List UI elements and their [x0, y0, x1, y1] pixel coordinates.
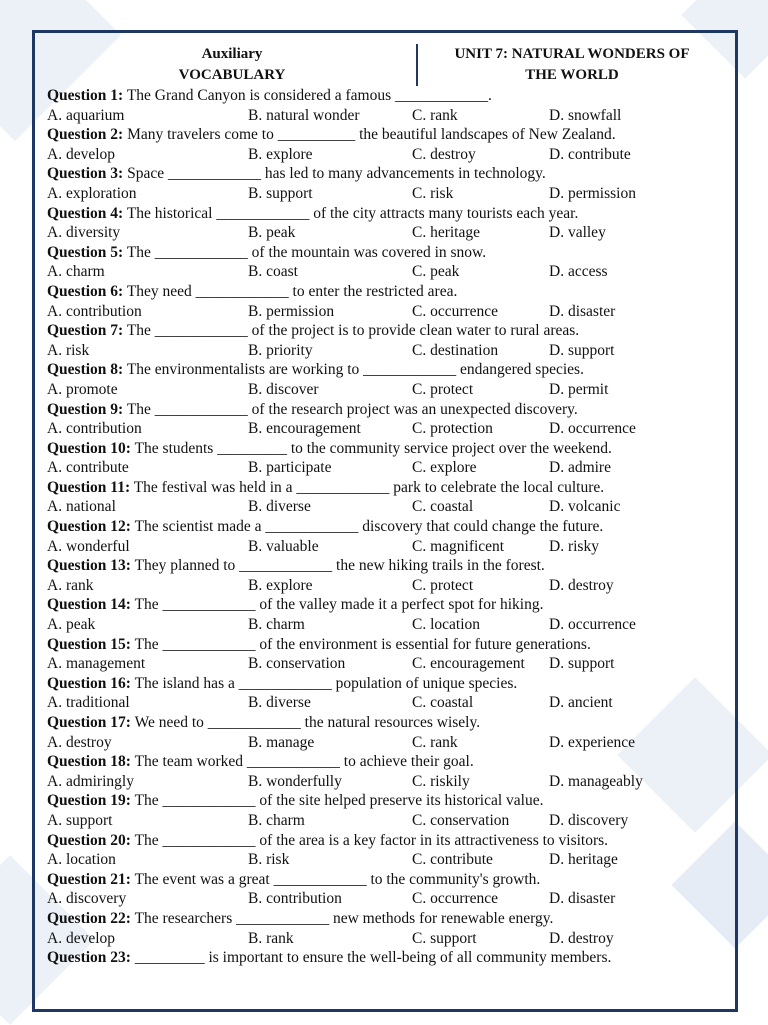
- question-number: Question 17:: [47, 714, 131, 731]
- question-number: Question 18:: [47, 753, 131, 771]
- answer-option-a: A. support: [47, 811, 113, 829]
- question-text: The researchers ____________ new methods for renewable energy.: [130, 909, 554, 927]
- question-number: Question 19:: [47, 792, 131, 810]
- answer-option-b: B. discover: [248, 380, 319, 398]
- answer-option-b: B. natural wonder: [248, 106, 360, 124]
- answer-option-a: A. contribute: [47, 459, 129, 477]
- question-number: Question 16:: [47, 674, 131, 692]
- question-text: Space ____________ has led to many advancements in technology.: [123, 165, 546, 183]
- answer-option-d: D. permit: [549, 380, 609, 398]
- answer-option-d: D. occurrence: [549, 616, 636, 634]
- answer-option-a: A. admiringly: [47, 772, 134, 790]
- question-text: They planned to ____________ the new hiking trails in the forest.: [130, 557, 545, 575]
- question-item: [47, 125, 727, 164]
- answer-option-b: B. priority: [248, 341, 313, 359]
- answer-options: [47, 576, 727, 596]
- question-text: The students _________ to the community service project over the weekend.: [130, 439, 612, 457]
- question-item: [47, 595, 727, 634]
- question-text: The environmentalists are working to ____________ endangered species.: [123, 361, 584, 379]
- answer-option-a: A. wonderful: [47, 537, 130, 555]
- question-stem: [47, 282, 727, 302]
- header-divider: [416, 44, 418, 86]
- answer-option-c: C. location: [412, 616, 481, 634]
- question-number: Question 13:: [47, 557, 131, 575]
- answer-option-d: D. support: [549, 341, 615, 359]
- answer-option-b: B. support: [248, 184, 313, 202]
- question-text: _________ is important to ensure the well-being of all community members.: [130, 949, 612, 967]
- answer-option-b: B. charm: [248, 811, 305, 829]
- question-text: We need to ____________ the natural resources wisely.: [130, 714, 481, 731]
- question-text: Many travelers come to __________ the beautiful landscapes of New Zealand.: [123, 126, 616, 144]
- question-item: [47, 870, 727, 909]
- answer-option-a: A. peak: [47, 616, 96, 634]
- question-text: The Grand Canyon is considered a famous ____________.: [123, 87, 492, 104]
- question-stem: [47, 791, 727, 811]
- answer-options: [47, 929, 727, 949]
- question-item: [47, 321, 727, 360]
- answer-options: [47, 850, 727, 870]
- answer-option-a: A. contribution: [47, 302, 142, 320]
- answer-option-b: B. diverse: [248, 498, 311, 516]
- question-number: Question 10:: [47, 439, 131, 457]
- question-stem: [47, 674, 727, 694]
- question-number: Question 9:: [47, 400, 124, 418]
- answer-options: [47, 106, 727, 126]
- question-stem: [47, 243, 727, 263]
- question-stem: [47, 635, 727, 655]
- answer-option-b: B. valuable: [248, 537, 319, 555]
- answer-option-d: D. manageably: [549, 772, 643, 790]
- question-item: [47, 360, 727, 399]
- question-stem: [47, 556, 727, 576]
- question-stem: [47, 948, 727, 968]
- answer-option-b: B. rank: [248, 929, 294, 947]
- answer-option-a: A. develop: [47, 929, 116, 947]
- question-text: The ____________ of the environment is essential for future generations.: [130, 635, 591, 653]
- question-stem: [47, 752, 727, 772]
- question-text: The scientist made a ____________ discovery that could change the future.: [130, 518, 604, 536]
- question-stem: [47, 517, 727, 537]
- question-stem: [47, 439, 727, 459]
- answer-option-d: D. destroy: [549, 929, 614, 947]
- answer-option-c: C. rank: [412, 733, 458, 751]
- answer-option-a: A. national: [47, 498, 116, 516]
- answer-options: [47, 811, 727, 831]
- question-stem: [47, 400, 727, 420]
- question-text: The ____________ of the area is a key factor in its attractiveness to visitors.: [130, 831, 609, 849]
- question-item: [47, 713, 727, 752]
- answer-option-d: D. disaster: [549, 302, 616, 320]
- answer-options: [47, 693, 727, 713]
- question-number: Question 22:: [47, 909, 131, 927]
- answer-option-a: A. develop: [47, 145, 116, 163]
- answer-option-a: A. location: [47, 851, 116, 869]
- question-item: [47, 556, 727, 595]
- question-number: Question 7:: [47, 322, 124, 340]
- answer-option-d: D. occurrence: [549, 420, 636, 438]
- question-text: The ____________ of the valley made it a perfect spot for hiking.: [130, 596, 544, 614]
- question-text: The ____________ of the research project was an unexpected discovery.: [123, 400, 578, 418]
- question-item: [47, 791, 727, 830]
- answer-option-c: C. protect: [412, 576, 474, 594]
- answer-option-a: A. diversity: [47, 224, 121, 242]
- answer-option-c: C. heritage: [412, 224, 481, 242]
- answer-option-c: C. support: [412, 929, 477, 947]
- answer-option-d: D. snowfall: [549, 106, 622, 124]
- answer-option-b: B. wonderfully: [248, 772, 342, 790]
- question-stem: [47, 360, 727, 380]
- question-item: [47, 400, 727, 439]
- answer-option-b: B. coast: [248, 263, 298, 281]
- question-item: [47, 948, 727, 987]
- answer-option-b: B. diverse: [248, 694, 311, 712]
- question-stem: [47, 831, 727, 851]
- answer-option-b: B. explore: [248, 145, 313, 163]
- question-item: [47, 164, 727, 203]
- question-item: [47, 635, 727, 674]
- answer-options: [47, 615, 727, 635]
- question-item: [47, 831, 727, 870]
- answer-option-b: B. peak: [248, 224, 296, 242]
- answer-option-c: C. encouragement: [412, 655, 525, 673]
- answer-options: [47, 889, 727, 909]
- header-subject: Auxiliary: [201, 46, 263, 62]
- answer-options: [47, 537, 727, 557]
- answer-option-d: D. admire: [549, 459, 611, 477]
- answer-options: [47, 341, 727, 361]
- question-text: The ____________ of the project is to provide clean water to rural areas.: [123, 322, 580, 340]
- question-number: Question 1:: [47, 87, 124, 104]
- answer-option-c: C. destroy: [412, 145, 476, 163]
- answer-option-d: D. contribute: [549, 145, 631, 163]
- question-number: Question 6:: [47, 282, 124, 300]
- answer-options: [47, 497, 727, 517]
- question-item: [47, 517, 727, 556]
- answer-option-a: A. destroy: [47, 733, 112, 751]
- question-item: [47, 674, 727, 713]
- answer-options: [47, 733, 727, 753]
- question-number: Question 23:: [47, 949, 131, 967]
- answer-options: [47, 654, 727, 674]
- answer-option-d: D. discovery: [549, 811, 629, 829]
- answer-options: [47, 262, 727, 282]
- answer-option-b: B. contribution: [248, 890, 342, 908]
- header-section: VOCABULARY: [178, 67, 286, 83]
- answer-option-a: A. exploration: [47, 184, 137, 202]
- question-text: The ____________ of the site helped preserve its historical value.: [130, 792, 544, 810]
- answer-option-c: C. protection: [412, 420, 493, 438]
- answer-option-d: D. risky: [549, 537, 599, 555]
- answer-option-c: C. magnificent: [412, 537, 505, 555]
- question-item: [47, 243, 727, 282]
- answer-options: [47, 458, 727, 478]
- answer-option-b: B. charm: [248, 616, 305, 634]
- question-number: Question 8:: [47, 361, 124, 379]
- question-text: The island has a ____________ population of unique species.: [130, 674, 518, 692]
- question-item: [47, 86, 727, 125]
- answer-option-a: A. rank: [47, 576, 94, 594]
- answer-option-d: D. access: [549, 263, 608, 281]
- question-text: They need ____________ to enter the restricted area.: [123, 282, 458, 300]
- answer-option-b: B. participate: [248, 459, 332, 477]
- answer-option-a: A. contribution: [47, 420, 142, 438]
- question-stem: [47, 86, 727, 106]
- answer-options: [47, 145, 727, 165]
- answer-option-b: B. permission: [248, 302, 335, 320]
- question-list: [47, 86, 727, 987]
- question-item: [47, 282, 727, 321]
- question-number: Question 20:: [47, 831, 131, 849]
- question-stem: [47, 909, 727, 929]
- answer-option-a: A. aquarium: [47, 106, 125, 124]
- answer-option-a: A. discovery: [47, 890, 127, 908]
- answer-option-d: D. disaster: [549, 890, 616, 908]
- answer-option-d: D. destroy: [549, 576, 614, 594]
- answer-option-a: A. charm: [47, 263, 105, 281]
- answer-option-b: B. explore: [248, 576, 313, 594]
- question-stem: [47, 713, 727, 733]
- question-number: Question 3:: [47, 165, 124, 183]
- answer-option-b: B. encouragement: [248, 420, 361, 438]
- answer-option-a: A. risk: [47, 341, 90, 359]
- answer-option-c: C. coastal: [412, 498, 474, 516]
- answer-option-b: B. conservation: [248, 655, 346, 673]
- question-text: The team worked ____________ to achieve their goal.: [130, 753, 474, 771]
- answer-option-a: A. traditional: [47, 694, 130, 712]
- answer-option-b: B. risk: [248, 851, 290, 869]
- answer-option-c: C. explore: [412, 459, 477, 477]
- header-left: [132, 44, 332, 86]
- question-number: Question 5:: [47, 243, 124, 261]
- answer-option-c: C. occurrence: [412, 890, 499, 908]
- answer-option-d: D. support: [549, 655, 615, 673]
- question-number: Question 11:: [47, 478, 131, 496]
- question-number: Question 15:: [47, 635, 131, 653]
- answer-option-d: D. ancient: [549, 694, 613, 712]
- answer-option-d: D. permission: [549, 184, 636, 202]
- question-text: The historical ____________ of the city attracts many tourists each year.: [123, 204, 579, 222]
- answer-options: [47, 223, 727, 243]
- header-unit-title-cont: THE WORLD: [525, 67, 619, 83]
- question-stem: [47, 204, 727, 224]
- answer-option-d: D. volcanic: [549, 498, 621, 516]
- answer-option-c: C. riskily: [412, 772, 470, 790]
- answer-option-c: C. risk: [412, 184, 454, 202]
- question-stem: [47, 595, 727, 615]
- question-number: Question 4:: [47, 204, 124, 222]
- answer-option-c: C. rank: [412, 106, 458, 124]
- question-stem: [47, 321, 727, 341]
- header-unit-title: UNIT 7: NATURAL WONDERS OF: [454, 46, 690, 62]
- question-number: Question 2:: [47, 126, 124, 144]
- answer-options: [47, 772, 727, 792]
- answer-option-c: C. protect: [412, 380, 474, 398]
- answer-option-d: D. experience: [549, 733, 636, 751]
- answer-options: [47, 419, 727, 439]
- answer-option-c: C. contribute: [412, 851, 493, 869]
- worksheet-header: [32, 40, 738, 86]
- question-item: [47, 439, 727, 478]
- answer-option-c: C. peak: [412, 263, 460, 281]
- answer-option-a: A. promote: [47, 380, 118, 398]
- question-stem: [47, 125, 727, 145]
- question-number: Question 14:: [47, 596, 131, 614]
- question-item: [47, 478, 727, 517]
- answer-option-c: C. coastal: [412, 694, 474, 712]
- question-text: The festival was held in a ____________ park to celebrate the local culture.: [130, 478, 605, 496]
- question-item: [47, 752, 727, 791]
- answer-options: [47, 302, 727, 322]
- question-number: Question 21:: [47, 870, 131, 888]
- question-item: [47, 909, 727, 948]
- question-text: The ____________ of the mountain was covered in snow.: [123, 243, 487, 261]
- question-number: Question 12:: [47, 518, 131, 536]
- question-text: The event was a great ____________ to the community's growth.: [130, 870, 541, 888]
- answer-options: [47, 184, 727, 204]
- answer-option-d: D. valley: [549, 224, 606, 242]
- question-stem: [47, 164, 727, 184]
- answer-option-c: C. destination: [412, 341, 499, 359]
- answer-option-a: A. management: [47, 655, 146, 673]
- header-right: [422, 44, 722, 86]
- answer-option-c: C. conservation: [412, 811, 510, 829]
- answer-option-d: D. heritage: [549, 851, 618, 869]
- question-item: [47, 204, 727, 243]
- answer-option-c: C. occurrence: [412, 302, 499, 320]
- question-stem: [47, 478, 727, 498]
- question-stem: [47, 870, 727, 890]
- answer-option-b: B. manage: [248, 733, 315, 751]
- answer-options: [47, 380, 727, 400]
